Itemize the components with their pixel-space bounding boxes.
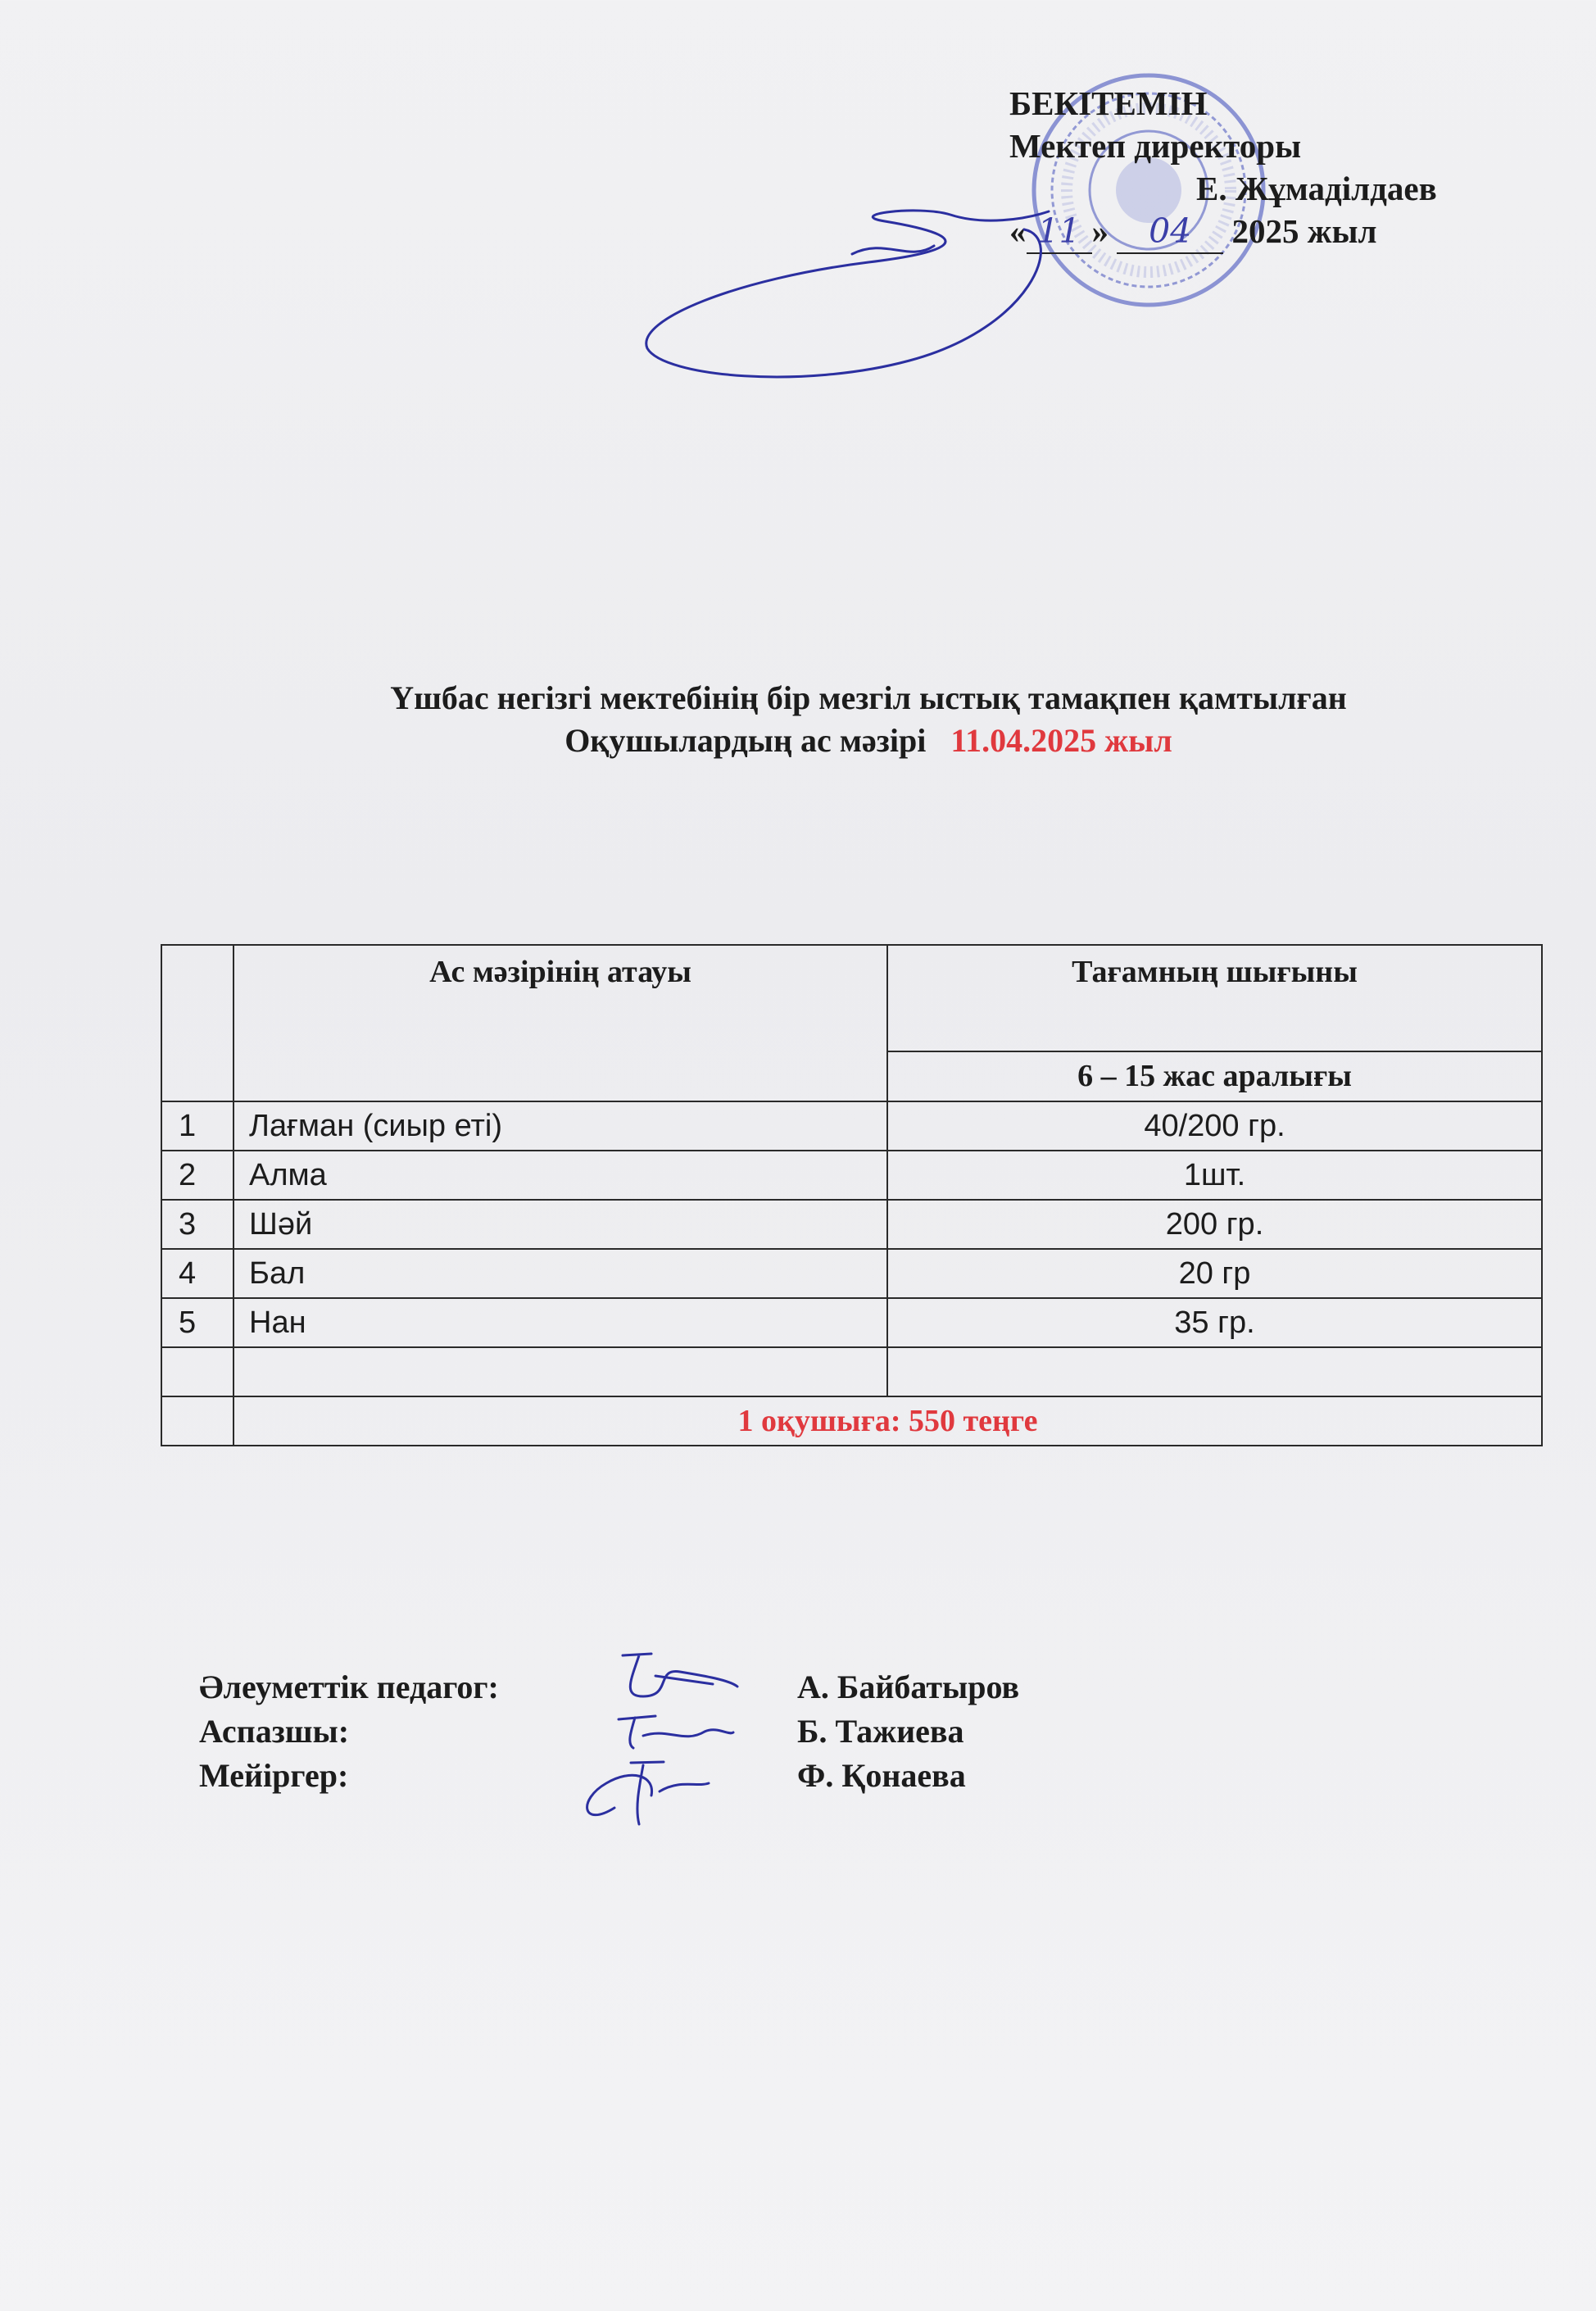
empty-dish-cell [234, 1347, 887, 1396]
signer-role: Мейіргер: [199, 1757, 349, 1794]
table-header-row [161, 945, 1542, 1051]
table-total-row [161, 1396, 1542, 1446]
title-line-1: Үшбас негізгі мектебінің бір мезгіл ыстық тамақпен қамтылған [390, 679, 1347, 716]
approval-director-name: Е. Жұмаділдаев [1196, 170, 1437, 207]
row-number: 3 [161, 1200, 234, 1249]
empty-amount-cell [887, 1347, 1542, 1396]
table-empty-row [161, 1347, 1542, 1396]
header-number-cell [161, 945, 234, 1101]
table-row [161, 1298, 1542, 1347]
table-row [161, 1249, 1542, 1298]
table-row [161, 1200, 1542, 1249]
date-close-quote: » [1091, 212, 1109, 250]
empty-number-cell [161, 1347, 234, 1396]
table-row [161, 1101, 1542, 1151]
row-amount: 40/200 гр. [887, 1101, 1542, 1151]
signer-role: Әлеуметтік педагог: [199, 1669, 499, 1705]
row-amount: 20 гр [887, 1249, 1542, 1298]
menu-date: 11.04.2025 жыл [950, 722, 1172, 759]
approval-heading: БЕКІТЕМІН [1009, 84, 1208, 122]
row-number: 5 [161, 1298, 234, 1347]
header-age-cell: 6 – 15 жас аралығы [887, 1051, 1542, 1101]
date-open-quote: « [1009, 212, 1027, 250]
approval-position: Мектеп директоры [1009, 127, 1302, 165]
signer-name: А. Байбатыров [797, 1669, 1020, 1705]
row-amount: 35 гр. [887, 1298, 1542, 1347]
menu-table [161, 944, 1543, 1446]
row-dish: Бал [234, 1249, 887, 1298]
signer-name: Б. Тажиева [797, 1713, 964, 1750]
title-line-2 [0, 720, 1596, 762]
row-amount: 200 гр. [887, 1200, 1542, 1249]
social-pedagogue-signature [606, 1647, 746, 1705]
approval-date [1009, 210, 1437, 254]
row-number: 1 [161, 1101, 234, 1151]
approval-block [1009, 82, 1437, 254]
header-name-cell: Ас мәзірінің атауы [234, 945, 887, 1101]
row-dish: Лағман (сиыр еті) [234, 1101, 887, 1151]
signer-role: Аспазшы: [199, 1713, 350, 1750]
nurse-signature [574, 1750, 721, 1832]
row-dish: Нан [234, 1298, 887, 1347]
header-amount-cell: Тағамның шығыны [887, 945, 1542, 1051]
total-number-cell [161, 1396, 234, 1446]
director-signature [639, 205, 1065, 393]
approval-month: 04 [1117, 210, 1223, 254]
row-dish: Шәй [234, 1200, 887, 1249]
table-row [161, 1151, 1542, 1200]
approval-year: 2025 жыл [1231, 212, 1377, 250]
title-line-2-prefix: Оқушылардың ас мәзірі [564, 722, 927, 759]
cook-signature [610, 1711, 741, 1752]
approval-day: 11 [1027, 210, 1092, 254]
row-number: 2 [161, 1151, 234, 1200]
document-title [0, 677, 1596, 762]
row-number: 4 [161, 1249, 234, 1298]
total-cost: 1 оқушыға: 550 теңге [234, 1396, 1542, 1446]
row-amount: 1шт. [887, 1151, 1542, 1200]
signer-name: Ф. Қонаева [797, 1757, 966, 1794]
row-dish: Алма [234, 1151, 887, 1200]
